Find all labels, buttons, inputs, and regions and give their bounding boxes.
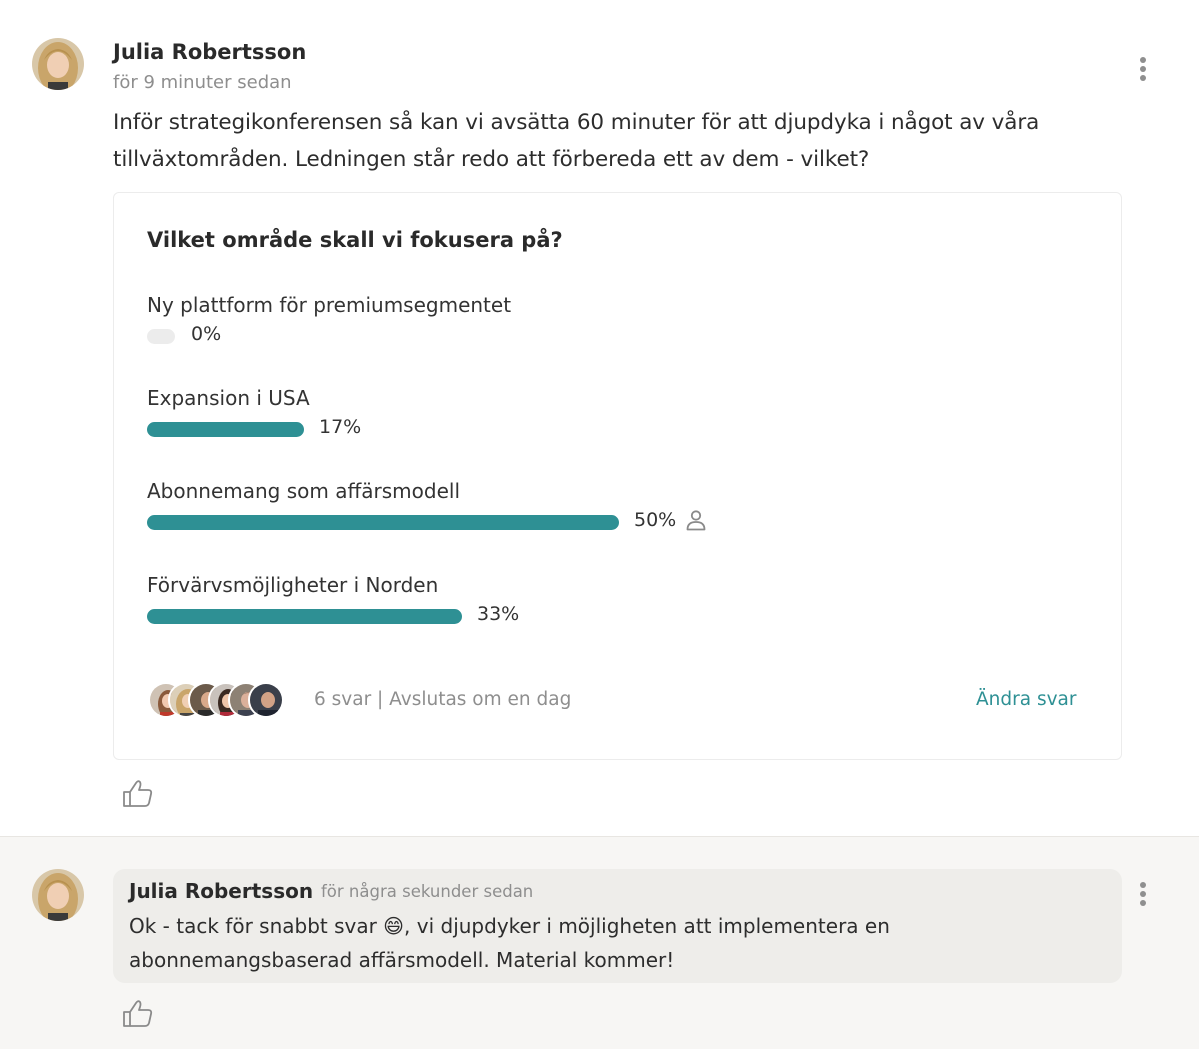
comment-text: Ok - tack för snabbt svar 😄, vi djupdyker i möjligheten att implementera en abonnemangsbaserad affärsmodell. Material kommer!: [129, 914, 890, 972]
poll-option[interactable]: [147, 293, 1087, 353]
comment-bubble: [113, 869, 1122, 983]
kebab-menu-icon[interactable]: [1133, 879, 1153, 909]
change-answer-link[interactable]: Ändra svar: [976, 689, 1077, 710]
poll-option-percent: 0%: [191, 323, 222, 345]
poll-card: [113, 192, 1122, 760]
comment-section: [0, 836, 1199, 1049]
comment-time: för några sekunder sedan: [321, 882, 534, 901]
kebab-menu-icon[interactable]: [1133, 54, 1153, 84]
thumbs-up-icon[interactable]: [121, 779, 155, 809]
poll-option[interactable]: [147, 479, 1087, 539]
post-author[interactable]: Julia Robertsson: [113, 40, 307, 64]
poll-option[interactable]: [147, 386, 1087, 446]
thumbs-up-icon[interactable]: [121, 999, 155, 1029]
poll-option-label: Expansion i USA: [147, 386, 310, 410]
poll-option-percent: 17%: [319, 416, 362, 438]
poll-option-percent: 33%: [477, 603, 520, 625]
poll-meta: 6 svar | Avslutas om en dag: [314, 689, 572, 710]
avatar-man-3: [248, 682, 284, 718]
person-icon: [685, 509, 707, 531]
poll-option-percent: 50%: [634, 509, 677, 531]
poll-option-label: Abonnemang som affärsmodell: [147, 479, 460, 503]
poll-question: Vilket område skall vi fokusera på?: [147, 228, 563, 252]
voter-avatars[interactable]: [148, 682, 298, 722]
poll-option[interactable]: [147, 573, 1087, 633]
post-text: Inför strategikonferensen så kan vi avsätta 60 minuter för att djupdyka i något av våra tillväxtområden. Ledningen står redo att förbereda ett av dem - vilket?: [113, 110, 1040, 172]
poll-option-bar: [147, 609, 462, 624]
poll-option-label: Förvärvsmöjligheter i Norden: [147, 573, 439, 597]
comment-author-avatar[interactable]: [32, 869, 84, 921]
poll-option-bar: [147, 329, 175, 344]
comment-author[interactable]: Julia Robertsson: [129, 879, 314, 903]
poll-option-bar: [147, 422, 304, 437]
post-time: för 9 minuter sedan: [113, 72, 292, 93]
poll-option-label: Ny plattform för premiumsegmentet: [147, 293, 512, 317]
poll-option-bar: [147, 515, 619, 530]
author-avatar[interactable]: [32, 38, 84, 90]
